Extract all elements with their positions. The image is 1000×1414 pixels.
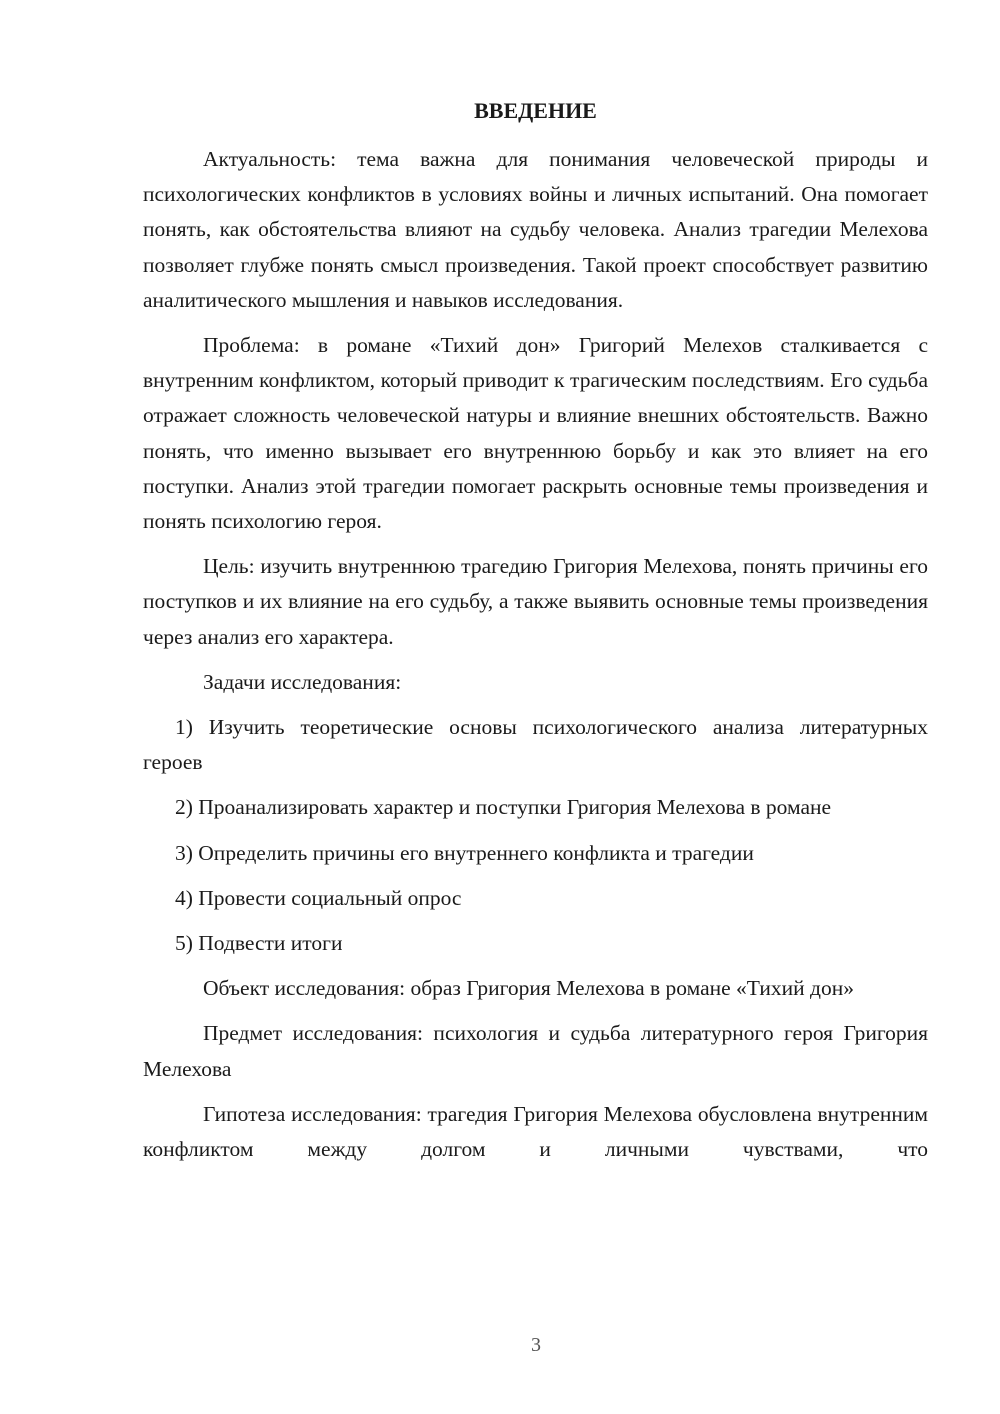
tasks-heading: Задачи исследования:	[203, 669, 402, 694]
document-body	[143, 142, 928, 1167]
relevance-paragraph: Актуальность: тема важна для понимания человеческой природы и психологических конфликтов в условиях войны и личных испытаний. Она помогает понять, как обстоятельства влияют на судьбу человека. Анализ трагедии Мелехова позволяет глубже понять смысл произведения. Такой проект способствует развитию аналитического мышления и навыков исследования.	[143, 147, 928, 312]
task-item-5: 5) Подвести итоги	[175, 931, 343, 956]
problem-paragraph: Проблема: в романе «Тихий дон» Григорий Мелехов сталкивается с внутренним конфликтом, который приводит к трагическим последствиям. Его судьба отражает сложность человеческой натуры и влияние внешних обстоятельств. Важно понять, что именно вызывает его внутреннюю борьбу и как это влияет на его поступки. Анализ этой трагедии помогает раскрыть основные темы произведения и понять психологию героя.	[143, 333, 928, 534]
object-paragraph: Объект исследования: образ Григория Мелехова в романе «Тихий дон»	[203, 976, 854, 1001]
task-item-1: 1) Изучить теоретические основы психологического анализа литературных героев	[143, 715, 928, 775]
task-item-2: 2) Проанализировать характер и поступки Григория Мелехова в романе	[175, 795, 832, 820]
page-title: ВВЕДЕНИЕ	[474, 98, 597, 123]
hypothesis-paragraph: Гипотеза исследования: трагедия Григория Мелехова обусловлена внутренним конфликтом между долгом и личными чувствами, что	[143, 1101, 928, 1162]
goal-paragraph: Цель: изучить внутреннюю трагедию Григория Мелехова, понять причины его поступков и их влияние на его судьбу, а также выявить основные темы произведения через анализ его характера.	[143, 554, 928, 649]
task-item-3: 3) Определить причины его внутреннего конфликта и трагедии	[175, 840, 754, 865]
task-item-4: 4) Провести социальный опрос	[175, 885, 462, 910]
subject-paragraph: Предмет исследования: психология и судьба литературного героя Григория Мелехова	[143, 1021, 928, 1081]
page-number: 3	[531, 1334, 541, 1356]
